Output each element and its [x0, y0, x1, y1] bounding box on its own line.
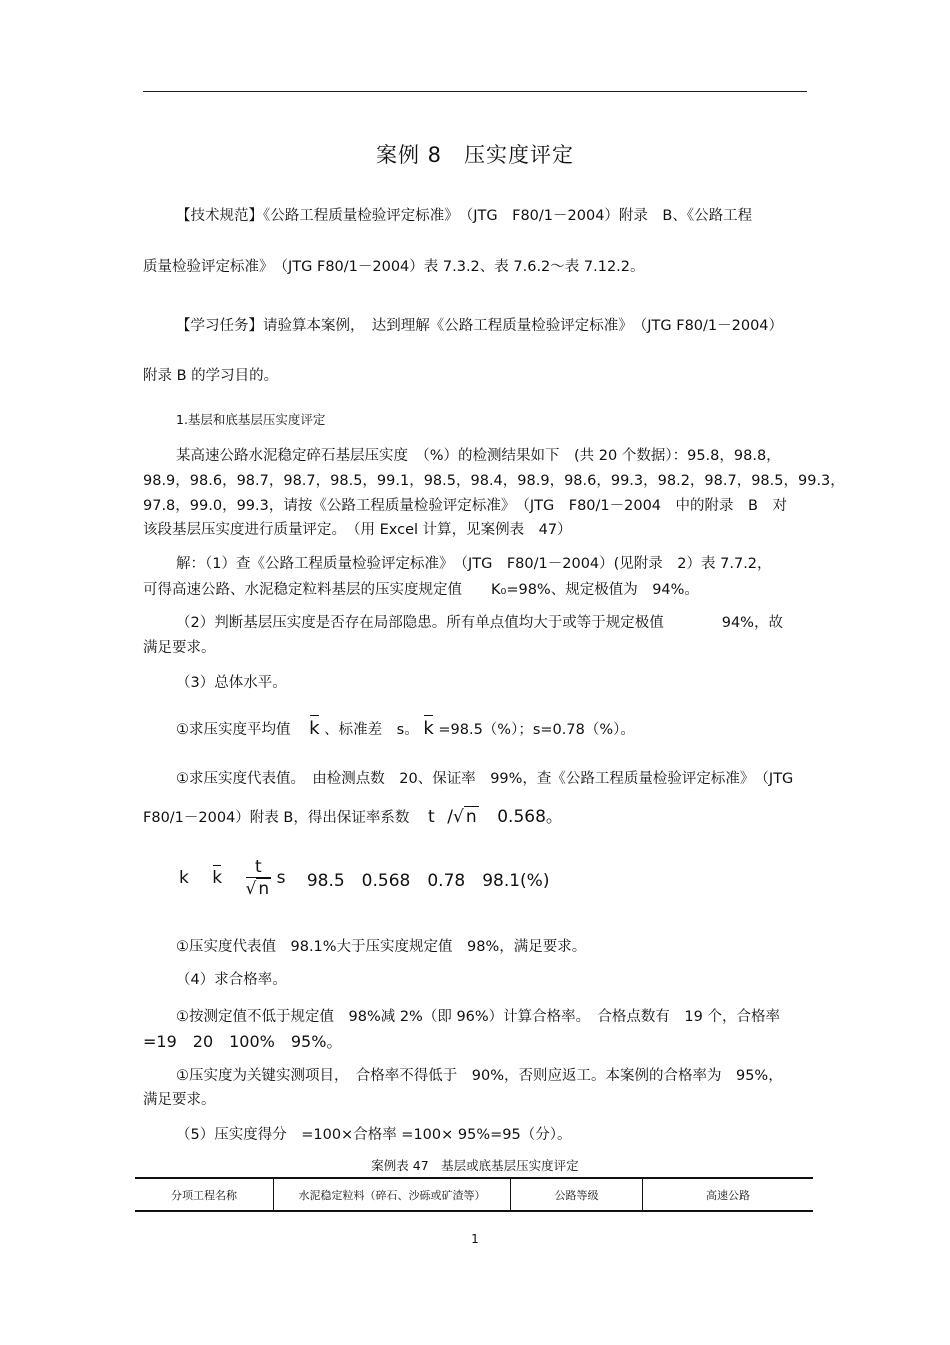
spec-line-2: 质量检验评定标准》 （JTG F80/1－2004）表 7.3.2、表 7.6.2～表 7.12.2。 — [143, 259, 645, 275]
pass-rate-line-1: ①按测定值不低于规定值 98%减 2%（即 96%）计算合格率。 合格点数有 19 个，合格率 — [176, 1009, 780, 1025]
slash-symbol: / — [447, 807, 453, 827]
pass-rate-line-2: =19 20 100% 95%。 — [143, 1032, 343, 1051]
data-line-4: 该段基层压实度进行质量评定。 （用 Excel 计算，见案例表 47） — [143, 522, 572, 538]
formula-t: t — [246, 857, 272, 878]
representative-line-2 — [143, 802, 563, 827]
table-row — [135, 1178, 813, 1211]
representative-line-1: ①求压实度代表值。 由检测点数 20、保证率 99%，查《公路工程质量检验评定标准》 （JTG — [176, 771, 794, 787]
data-line-1: 某高速公路水泥稳定碎石基层压实度 （%）的检测结果如下 (共 20 个数据）：95.8，98.8， — [176, 448, 781, 464]
table-cell-grade-value: 高速公路 — [643, 1178, 814, 1211]
key-item-line-1: ①压实度为关键实测项目， 合格率不得低于 90%，否则应返工。本案例的合格率为 95%， — [176, 1068, 783, 1084]
formula-s: s — [276, 868, 286, 888]
k-bar-symbol: k — [309, 718, 320, 739]
solution-2-line-1: （2）判断基层压实度是否存在局部隐患。所有单点值均大于或等于规定极值 94%，故 — [176, 615, 783, 631]
representative-text: F80/1－2004）附表 B，得出保证率系数 — [143, 810, 410, 826]
page-number: 1 — [471, 1232, 479, 1246]
task-line-1: 【学习任务】请验算本案例， 达到理解《公路工程质量检验评定标准》 （JTG F80/1－2004） — [176, 318, 784, 334]
section-heading: 1.基层和底基层压实度评定 — [176, 412, 326, 427]
data-line-2: 98.9，98.6，98.7，98.7，98.5，99.1，98.5，98.4，98.9，98.6，99.3，98.2，98.7，98.5，99.3， — [143, 473, 845, 489]
task-line-2: 附录 B 的学习目的。 — [143, 368, 279, 384]
t-symbol: t — [427, 807, 435, 827]
table-cell-item-name-label: 分项工程名称 — [135, 1178, 274, 1211]
sqrt-sign: √ — [452, 807, 464, 827]
solution-1-line-1: 解：（1）查《公路工程质量检验评定标准》 （JTG F80/1－2004）(见附录 2）表 7.7.2， — [176, 556, 772, 572]
table-cell-item-name-value: 水泥稳定粒料（碎石、沙砾或矿渣等） — [274, 1178, 511, 1211]
solution-3: （3）总体水平。 — [176, 675, 287, 691]
formula-k: k — [179, 868, 189, 888]
solution-1-line-2: 可得高速公路、水泥稳定粒料基层的压实度规定值 K₀=98%、规定极值为 94%。 — [143, 582, 699, 598]
representative-result: ①压实度代表值 98.1%大于压实度规定值 98%，满足要求。 — [176, 939, 587, 955]
data-line-3: 97.8，99.0，99.3，请按《公路工程质量检验评定标准》 （JTG F80/1－2004 中的附录 B 对 — [143, 498, 787, 514]
mean-line — [176, 718, 635, 739]
table-cell-grade-label: 公路等级 — [511, 1178, 643, 1211]
mean-mid: 、标准差 s。 — [324, 722, 419, 738]
mean-post: =98.5（%）；s=0.78（%）。 — [438, 722, 635, 738]
page-title: 案例 8 压实度评定 — [375, 143, 575, 167]
solution-2-line-2: 满足要求。 — [143, 640, 216, 656]
mean-pre: ①求压实度平均值 — [176, 722, 291, 738]
key-item-line-2: 满足要求。 — [143, 1092, 216, 1108]
solution-5: （5）压实度得分 =100×合格率 =100× 95%=95（分）。 — [176, 1127, 572, 1143]
table-caption: 案例表 47 基层或底基层压实度评定 — [371, 1158, 579, 1173]
formula-fraction — [246, 857, 272, 899]
solution-4: （4）求合格率。 — [176, 972, 287, 988]
n-symbol: n — [465, 807, 477, 827]
compaction-table — [135, 1177, 813, 1212]
coefficient-value: 0.568。 — [497, 807, 563, 827]
header-rule — [143, 91, 807, 92]
formula-values: 98.5 0.568 0.78 98.1(%) — [306, 870, 550, 891]
formula-sqrt-n: √ n — [245, 879, 270, 899]
spec-line-1: 【技术规范】《公路工程质量检验评定标准》 （JTG F80/1－2004）附录 B、《公路工程 — [176, 208, 753, 224]
k-bar-symbol-2: k — [423, 718, 434, 739]
representative-formula — [179, 857, 549, 899]
formula-k-bar: k — [212, 868, 223, 888]
